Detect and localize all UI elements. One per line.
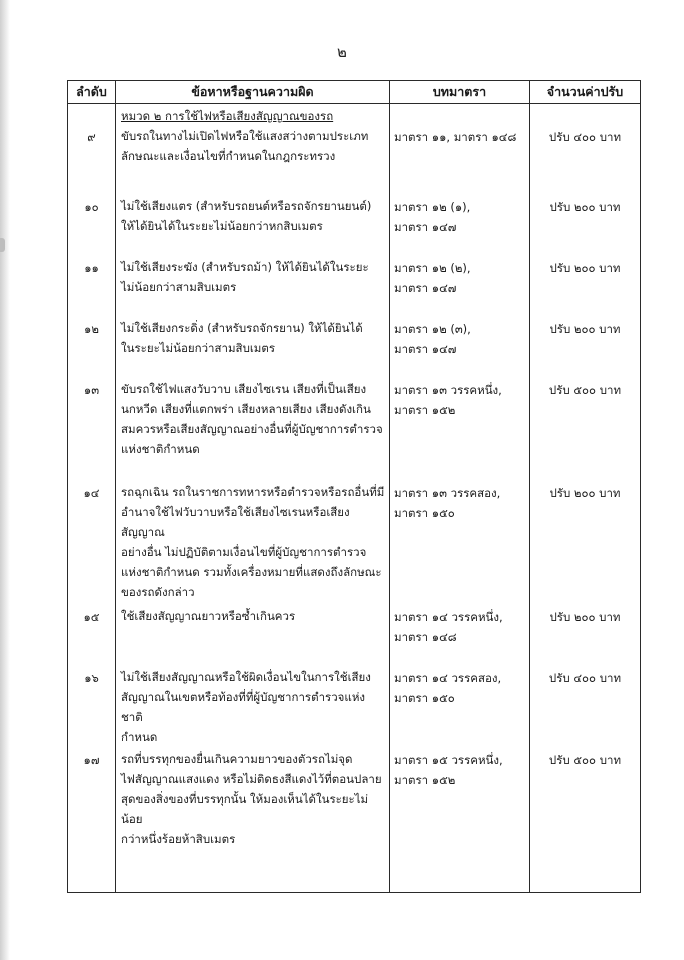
description-line: กว่าหนึ่งร้อยห้าสิบเมตร (121, 831, 236, 846)
row-fine: ปรับ ๒๐๐ บาท (530, 480, 641, 604)
header-section: บทมาตรา (390, 81, 530, 104)
description-line: รถที่บรรทุกของยื่นเกินความยาวของตัวรถไม่จุด (121, 751, 353, 766)
description-line: ให้ได้ยินได้ในระยะไม่น้อยกว่าหกสิบเมตร (121, 218, 323, 233)
row-description (116, 104, 390, 194)
description-line: ของรถดังกล่าว (121, 584, 195, 599)
section-line: มาตรา ๑๔๗ (394, 219, 457, 234)
description-line: ไฟสัญญาณแสงแดง หรือไม่ติดธงสีแดงไว้ที่ตอนปลาย (121, 771, 382, 786)
section-line: มาตรา ๑๔ วรรคหนึ่ง, (394, 609, 503, 624)
description-line: อย่างอื่น ไม่ปฏิบัติตามเงื่อนไขที่ผู้บัญชาการตำรวจ (121, 544, 367, 559)
row-description (116, 194, 390, 255)
row-number: ๑๖ (68, 665, 116, 747)
row-section (390, 316, 530, 377)
description-line: สมควรหรือเสียงสัญญาณอย่างอื่นที่ผู้บัญชาการตำรวจ (121, 421, 383, 436)
section-title: หมวด ๒ การใช้ไฟหรือเสียงสัญญาณของรถ (121, 109, 334, 123)
table-row (68, 377, 641, 480)
row-section (390, 194, 530, 255)
description-line: ลักษณะและเงื่อนไขที่กำหนดในกฎกระทรวง (121, 149, 336, 163)
section-line: มาตรา ๑๓ วรรคหนึ่ง, (394, 382, 502, 397)
row-fine: ปรับ ๒๐๐ บาท (530, 255, 641, 316)
description-line: ขับรถในทางไม่เปิดไฟหรือใช้แสงสว่างตามประเภท (121, 129, 369, 143)
row-description (116, 377, 390, 480)
description-line: สุดของสิ่งของที่บรรทุกนั้น ให้มองเห็นได้ในระยะไม่น้อย (121, 791, 369, 826)
description-line: รถฉุกเฉิน รถในราชการทหารหรือตำรวจหรือรถอื่นที่มี (121, 484, 385, 499)
table-row (68, 604, 641, 665)
section-line: มาตรา ๑๓ วรรคสอง, (394, 485, 501, 500)
section-line: มาตรา ๑๑, มาตรา ๑๔๘ (394, 130, 517, 144)
header-description: ข้อหาหรือฐานความผิด (116, 81, 390, 104)
section-line: มาตรา ๑๕ วรรคหนึ่ง, (394, 752, 503, 767)
description-line: ในระยะไม่น้อยกว่าสามสิบเมตร (121, 340, 276, 355)
row-section (390, 480, 530, 604)
row-description (116, 665, 390, 747)
section-line: มาตรา ๑๕๐ (394, 690, 455, 705)
row-number: ๑๔ (68, 480, 116, 604)
section-line: มาตรา ๑๔ วรรคสอง, (394, 670, 502, 685)
description-line: นกหวีด เสียงที่แตกพร่า เสียงหลายเสียง เสียงดังเกิน (121, 401, 371, 416)
description-line: สัญญาณในเขตหรือท้องที่ที่ผู้บัญชาการตำรวจแห่งชาติ (121, 689, 366, 724)
page-edge-shadow (0, 0, 10, 960)
row-number: ๑๗ (68, 747, 116, 893)
row-fine: ปรับ ๒๐๐ บาท (530, 604, 641, 665)
description-line: กำหนด (121, 729, 158, 744)
row-description (116, 255, 390, 316)
row-fine: ปรับ ๒๐๐ บาท (530, 194, 641, 255)
section-line: มาตรา ๑๒ (๒), (394, 260, 471, 275)
table-row (68, 316, 641, 377)
table-row (68, 104, 641, 194)
description-line: แห่งชาติกำหนด รวมทั้งเครื่องหมายที่แสดงถึงลักษณะ (121, 564, 382, 579)
row-number: ๑๑ (68, 255, 116, 316)
header-fine: จำนวนค่าปรับ (530, 81, 641, 104)
section-line: มาตรา ๑๕๒ (394, 772, 456, 787)
section-line: มาตรา ๑๔๘ (394, 629, 457, 644)
section-line: มาตรา ๑๒ (๑), (394, 199, 471, 214)
row-description (116, 747, 390, 893)
description-line: ไม่ใช้เสียงแตร (สำหรับรถยนต์หรือรถจักรยานยนต์) (121, 198, 372, 213)
page-number: ๒ (337, 43, 347, 61)
description-line: ใช้เสียงสัญญาณยาวหรือซ้ำเกินควร (121, 608, 296, 623)
row-description (116, 316, 390, 377)
description-line: อำนาจใช้ไฟวับวาบหรือใช้เสียงไซเรนหรือเสียงสัญญาณ (121, 504, 350, 539)
section-line: มาตรา ๑๔๗ (394, 280, 457, 295)
table-row (68, 255, 641, 316)
section-line: มาตรา ๑๕๒ (394, 402, 456, 417)
fines-table (67, 80, 641, 893)
table-row (68, 747, 641, 893)
description-line: ขับรถใช้ไฟแสงวับวาบ เสียงไซเรน เสียงที่เป็นเสียง (121, 381, 367, 396)
row-section (390, 747, 530, 893)
description-line: ไม่ใช้เสียงสัญญาณหรือใช้ผิดเงื่อนไขในการใช้เสียง (121, 669, 371, 684)
row-number: ๑๒ (68, 316, 116, 377)
page-edge-tab (0, 238, 5, 252)
table-header-row (68, 81, 641, 104)
row-section (390, 665, 530, 747)
row-fine: ปรับ ๔๐๐ บาท (530, 665, 641, 747)
description-line: ไม่น้อยกว่าสามสิบเมตร (121, 279, 237, 294)
row-section (390, 104, 530, 194)
table-row (68, 480, 641, 604)
row-fine: ปรับ ๕๐๐ บาท (530, 747, 641, 893)
table-row (68, 665, 641, 747)
section-line: มาตรา ๑๔๗ (394, 341, 457, 356)
row-number: ๙ (68, 104, 116, 194)
header-no: ลำดับ (68, 81, 116, 104)
description-line: ไม่ใช้เสียงกระดิ่ง (สำหรับรถจักรยาน) ให้ได้ยินได้ (121, 320, 363, 335)
section-line: มาตรา ๑๕๐ (394, 505, 455, 520)
table-row (68, 194, 641, 255)
row-section (390, 604, 530, 665)
section-line: มาตรา ๑๒ (๓), (394, 321, 471, 336)
row-fine: ปรับ ๔๐๐ บาท (530, 104, 641, 194)
row-number: ๑๓ (68, 377, 116, 480)
row-fine: ปรับ ๕๐๐ บาท (530, 377, 641, 480)
row-section (390, 255, 530, 316)
row-number: ๑๕ (68, 604, 116, 665)
description-line: แห่งชาติกำหนด (121, 441, 200, 456)
row-description (116, 604, 390, 665)
row-section (390, 377, 530, 480)
row-description (116, 480, 390, 604)
row-number: ๑๐ (68, 194, 116, 255)
description-line: ไม่ใช้เสียงระฆัง (สำหรับรถม้า) ให้ได้ยินได้ในระยะ (121, 259, 369, 274)
row-fine: ปรับ ๒๐๐ บาท (530, 316, 641, 377)
